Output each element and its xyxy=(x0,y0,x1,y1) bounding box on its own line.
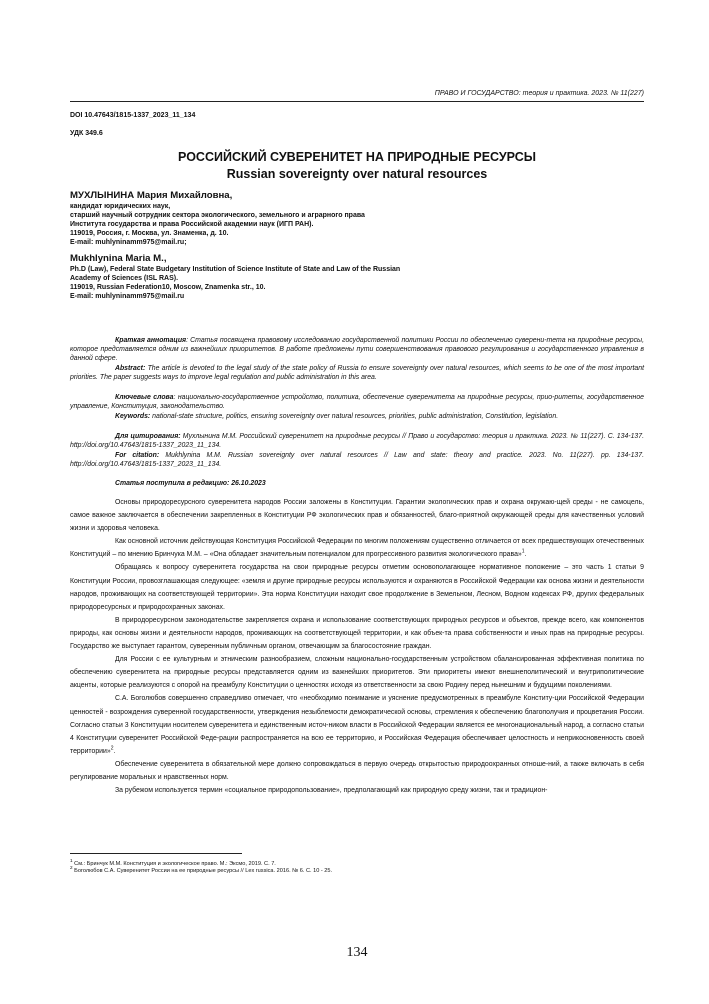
abstract-ru xyxy=(70,336,644,363)
citation-en-label: For citation: xyxy=(115,452,160,459)
keywords-en-label: Keywords: xyxy=(115,413,151,420)
footnote-number: 2 xyxy=(70,865,73,870)
keywords-en xyxy=(70,412,644,421)
footnote-rule xyxy=(70,853,242,854)
footnote-ref[interactable]: 1 xyxy=(521,549,525,556)
author-line: Academy of Sciences (ISL RAS). xyxy=(70,275,179,282)
citation-en-text: Mukhlynina M.M. Russian sovereignty over natural resources // Law and state: theory and practice. 2023. No. 11(227). pp. 134-137. http://doi.org/10.47643/1815-1337_2023_11_134. xyxy=(70,452,645,468)
author-line: Института государства и права Российской академии наук (ИГП РАН). xyxy=(70,221,314,228)
author-block-ru xyxy=(70,190,644,247)
body-paragraph: Как основной источник действующая Конституция Российской Федерации по многим положениям существенно отличается от всех предшествующих отечественных Конституций – по мнению Бринчука М.М. – «Она обладает значительным потенциалом для прогрессивного развития экологического права»$^1$. xyxy=(70,538,644,559)
citation-ru-label: Для цитирования: xyxy=(115,433,181,440)
author-block-en xyxy=(70,253,644,301)
author-line: Ph.D (Law), Federal State Budgetary Institution of Science Institute of State and Law of the Russian xyxy=(70,266,401,273)
author-line: старший научный сотрудник сектора экологического, земельного и аграрного права xyxy=(70,212,365,219)
article-title-en: Russian sovereignty over natural resources xyxy=(226,167,488,181)
udk-code: УДК 349.6 xyxy=(70,130,103,137)
body-paragraph: Обращаясь к вопросу суверенитета государства на свои природные ресурсы отметим основополагающее нормативное положение – это часть 1 статьи 9 Конституции России, провозглашающая следующее: «земля и другие природные ресурсы используются и охраняются в Российской Федерации как основа жизни и деятельности народов, проживающих на соответствующей территории». Эта норма Конституции находит свое продолжение в Земельном, Лесном, Водном кодексах РФ, других федеральных природоресурсных и природоохранных законах. xyxy=(70,564,644,611)
author-line: кандидат юридических наук, xyxy=(70,203,171,210)
author-name-en: Mukhlynina Maria M., xyxy=(70,253,167,264)
abstract-en-text: The article is devoted to the legal study of the state policy of Russia to ensure sovereignty over natural resources, which seems to be one of the most important priorities. The paper suggests ways to improve legal regulation and public administration in this area. xyxy=(70,365,644,381)
keywords-ru xyxy=(70,393,644,411)
header-rule xyxy=(70,101,644,102)
body-paragraph: За рубежом используется термин «социальное природопользование», предполагающий как природную среду жизни, так и традицион- xyxy=(115,787,548,795)
author-name-ru: МУХЛЫНИНА Мария Михайловна, xyxy=(70,190,233,201)
author-line: E-mail: muhlyninamm975@mail.ru xyxy=(70,293,185,300)
keywords-ru-text: : национально-государственное устройство, политика, обеспечение суверенитета на природные ресурсы, прио-ритеты, государственное управление, Конституция, законодательство. xyxy=(70,394,644,410)
footnote-number: 1 xyxy=(70,858,73,863)
footnote: $^2$ Боголюбов С.А. Суверенитет России на ее природные ресурсы // Lex russica. 2016. № 6. С. 10 - 25. xyxy=(70,865,333,874)
keywords-en-text: national-state structure, politics, ensuring sovereignty over natural resources, priorities, public administration, Constitution, legislation. xyxy=(150,413,559,420)
abstract-ru-label: Краткая аннотация xyxy=(115,337,187,344)
footnote-ref[interactable]: 2 xyxy=(110,745,114,752)
citation-ru-text: Мухлынина М.М. Российский суверенитет на природные ресурсы // Право и государство: теория и практика. 2023. № 11(227). С. 134-137. http://doi.org/10.47643/1815-1337_2023_11_134. xyxy=(70,433,644,449)
author-line: 119019, Russian Federation10, Moscow, Znamenka str., 10. xyxy=(70,284,266,291)
author-line: E-mail: muhlyninamm975@mail.ru; xyxy=(70,239,187,246)
author-line: 119019, Россия, г. Москва, ул. Знаменка, д. 10. xyxy=(70,230,229,237)
citation-ru xyxy=(70,432,644,450)
abstract-en xyxy=(70,364,644,382)
body-paragraph: Для России с ее культурным и этническим разнообразием, сложным национально-государственным устройством сбалансированная эффективная политика по обеспечению суверенитета на природные ресурсы представляется одним из важнейших приоритетов. Эти приоритеты имеют внешнеполитический и внутриполитические акценты, которые реализуются с опорой на преамбулу Конституции о ценностях исходя из ответственности за свою Родину перед нынешним и будущими поколениями. xyxy=(70,656,644,690)
page-number: 134 xyxy=(346,945,368,960)
citation-en xyxy=(70,451,644,469)
footnote: $^1$ См.: Бринчук М.М. Конституция и экологическое право. М.: Эксмо, 2019. С. 7. xyxy=(70,858,276,867)
running-head: ПРАВО И ГОСУДАРСТВО: теория и практика. 2023. № 11(227) xyxy=(434,90,644,97)
body-paragraph: С.А. Боголюбов совершенно справедливо отмечает, что «необходимо понимание и уяснение предусмотренных в преамбуле Конститу-ции Российской Федерации ценностей - возрождения суверенной государственности, утверждения незыблемости демократической основы, стремления к обеспечению благополучия и процветания России. Согласно статьи 3 Конституции носителем суверенитета и единственным источ-ником власти в Российской Федерации является ее многонациональный народ, а согласно статьи 4 Конституции суверенитет Российской Феде-рации распространяется на всю ее территорию, и Российская Федерация обеспечивает целостность и неприкосновенность своей территории»$^2$. xyxy=(70,695,644,755)
body-paragraph: Обеспечение суверенитета в обязательной мере должно сопровождаться в первую очередь открытостью природоохранных отноше-ний, а также включать в себя регулирование моральных и нравственных норм. xyxy=(70,760,644,781)
article-body xyxy=(70,496,644,797)
keywords-ru-label: Ключевые слова xyxy=(115,394,174,401)
abstract-ru-text: : Статья посвящена правовому исследованию государственной политики России по обеспечению суверени-тета на природные ресурсы, которое представляется одним из важнейших приоритетов. В работе предложены пути совершенствования правового регулирования и государственного управления в данной сфере. xyxy=(70,337,644,362)
received-date: Статья поступила в редакцию: 26.10.2023 xyxy=(115,480,266,487)
article-title-ru: РОССИЙСКИЙ СУВЕРЕНИТЕТ НА ПРИРОДНЫЕ РЕСУРСЫ xyxy=(178,150,536,164)
abstract-en-label: Abstract: xyxy=(115,365,146,372)
body-paragraph: В природоресурсном законодательстве закрепляется охрана и использование соответствующих природных ресурсов и объектов, прежде всего, как компонентов природы, как основы жизни и деятельности народов, проживающих на соответствующей территории, и как объек-та права собственности и иных прав на природные ресурсы. Государство же выступает гарантом, суверенным публичным органом, отвечающим за благосостояние граждан. xyxy=(70,616,644,651)
body-paragraph: Основы природоресурсного суверенитета народов России заложены в Конституции. Гарантии экологических прав и охрана окружаю-щей среды - не самоцель, самое важное заключается в обеспечении закрепленных в Конституции РФ экологических прав и обязанностей, благо-приятной окружающей среды для качественных условий жизни и здоровья человека. xyxy=(70,499,644,533)
doi: DOI 10.47643/1815-1337_2023_11_134 xyxy=(70,112,196,119)
